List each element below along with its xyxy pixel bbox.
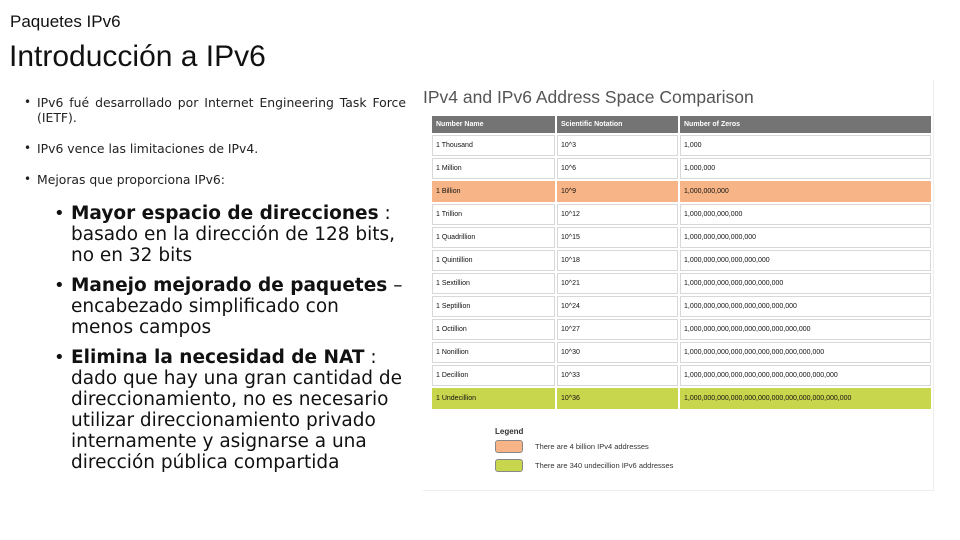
table-cell: 1,000,000,000,000,000,000,000,000,000,000,000 — [680, 365, 931, 386]
legend-swatch-ipv6 — [495, 459, 523, 472]
table-cell: 10^18 — [557, 250, 678, 271]
bullet-item: • IPv6 fué desarrollado por Internet Engineering Task Force (IETF). — [22, 95, 406, 125]
improvement-item — [38, 203, 406, 266]
column-header: Scientific Notation — [557, 116, 678, 133]
table-cell: 1 Sextillion — [432, 273, 555, 294]
table-row — [432, 296, 931, 317]
table-cell: 1 Octillion — [432, 319, 555, 340]
legend — [495, 427, 673, 478]
table-row — [432, 250, 931, 271]
table-cell: 10^33 — [557, 365, 678, 386]
table-cell: 1,000,000,000,000,000,000,000,000,000 — [680, 319, 931, 340]
table-cell: 1,000,000,000,000,000,000,000,000 — [680, 296, 931, 317]
table-cell: 10^15 — [557, 227, 678, 248]
table-row — [432, 227, 931, 248]
improvement-heading: Mayor espacio de direcciones — [71, 203, 379, 224]
table-cell: 10^24 — [557, 296, 678, 317]
legend-item — [495, 440, 673, 453]
table-cell: 1,000,000,000,000,000,000 — [680, 250, 931, 271]
table-cell: 1,000,000,000,000,000,000,000,000,000,000,000,000 — [680, 388, 931, 409]
table-row — [432, 365, 931, 386]
improvement-text: : basado en la dirección de 128 bits, no en 32 bits — [71, 203, 396, 266]
table-cell: 10^30 — [557, 342, 678, 363]
table-cell: 1 Septillion — [432, 296, 555, 317]
table-cell: 10^21 — [557, 273, 678, 294]
slide-title: Introducción a IPv6 — [9, 40, 266, 73]
legend-text: There are 340 undecillion IPv6 addresses — [535, 461, 674, 470]
table-cell: 1,000,000,000,000,000,000,000 — [680, 273, 931, 294]
slide-subtitle: Paquetes IPv6 — [10, 12, 121, 31]
table-cell: 1 Trillion — [432, 204, 555, 225]
table-cell: 1 Thousand — [432, 135, 555, 156]
improvement-text: – encabezado simplificado con menos campos — [71, 275, 403, 338]
table-row — [432, 388, 931, 409]
bullet-item: • Mejoras que proporciona IPv6: — [22, 172, 406, 187]
table-cell: 1,000,000,000,000,000,000,000,000,000,000 — [680, 342, 931, 363]
table-cell: 1 Quadrillion — [432, 227, 555, 248]
table-cell: 10^36 — [557, 388, 678, 409]
table-cell: 1,000,000,000,000 — [680, 204, 931, 225]
improvement-item — [38, 275, 406, 338]
improvement-text: : dado que hay una gran cantidad de direccionamiento, no es necesario utilizar direccionamiento privado internamente y asignarse a una dirección pública compartida — [71, 347, 403, 473]
table-cell: 1,000 — [680, 135, 931, 156]
figure-title: IPv4 and IPv6 Address Space Comparison — [423, 87, 754, 107]
table-body — [432, 135, 931, 409]
legend-text: There are 4 billion IPv4 addresses — [535, 442, 649, 451]
comparison-table — [430, 114, 933, 411]
table-cell: 1 Billion — [432, 181, 555, 202]
table-cell: 10^6 — [557, 158, 678, 179]
table-row — [432, 158, 931, 179]
table-cell: 1 Undecillion — [432, 388, 555, 409]
table-cell: 10^12 — [557, 204, 678, 225]
improvement-heading: Manejo mejorado de paquetes — [71, 275, 388, 296]
table-row — [432, 319, 931, 340]
table-cell: 10^27 — [557, 319, 678, 340]
intro-bullet-list — [22, 95, 406, 187]
content-column — [22, 95, 406, 482]
improvement-item — [38, 347, 406, 473]
table-cell: 1 Million — [432, 158, 555, 179]
table-row — [432, 181, 931, 202]
legend-title: Legend — [495, 427, 524, 436]
table-cell: 1 Nonillion — [432, 342, 555, 363]
bullet-item: • IPv6 vence las limitaciones de IPv4. — [22, 141, 406, 156]
column-header: Number Name — [432, 116, 555, 133]
column-header: Number of Zeros — [680, 116, 931, 133]
table-row — [432, 135, 931, 156]
address-space-figure — [423, 80, 934, 491]
table-row — [432, 342, 931, 363]
improvement-heading: Elimina la necesidad de NAT — [71, 347, 365, 368]
table-row — [432, 273, 931, 294]
table-cell: 10^9 — [557, 181, 678, 202]
table-header-row — [432, 116, 931, 133]
legend-item — [495, 459, 673, 472]
table-cell: 10^3 — [557, 135, 678, 156]
table-cell: 1 Quintillion — [432, 250, 555, 271]
legend-swatch-ipv4 — [495, 440, 523, 453]
improvements-list — [22, 203, 406, 473]
table-cell: 1 Decillion — [432, 365, 555, 386]
table-cell: 1,000,000,000,000,000 — [680, 227, 931, 248]
table-cell: 1,000,000,000 — [680, 181, 931, 202]
table-cell: 1,000,000 — [680, 158, 931, 179]
table-row — [432, 204, 931, 225]
